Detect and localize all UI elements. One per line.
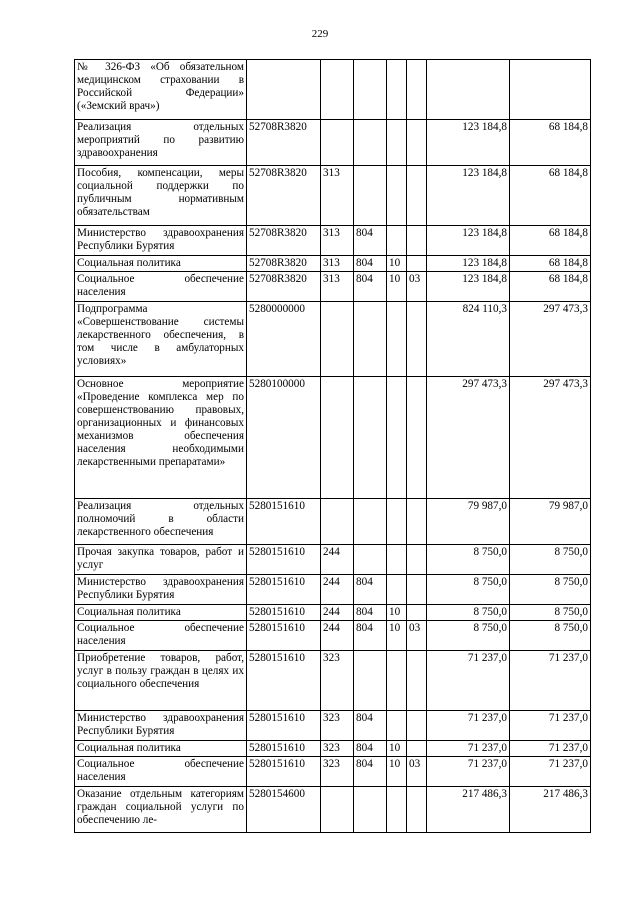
expense-type-cell: 313: [321, 166, 354, 226]
ministry-code-cell: [354, 377, 387, 499]
subsection-cell: [407, 226, 427, 256]
item-name-cell: Реализация отдельных полномочий в области лекарственного обеспечения: [75, 499, 247, 545]
subsection-cell: 03: [407, 272, 427, 302]
item-name-cell: Подпрограмма «Совершенствование системы лекарственного обеспечения, в том числе в амбулаторных условиях»: [75, 302, 247, 377]
item-name-cell: Приобретение товаров, работ, услуг в пользу граждан в целях их социального обеспечения: [75, 651, 247, 711]
subsection-cell: [407, 256, 427, 272]
amount-2-cell: 68 184,8: [510, 226, 591, 256]
ministry-code-cell: 804: [354, 621, 387, 651]
expense-type-cell: 313: [321, 256, 354, 272]
amount-2-cell: 297 473,3: [510, 377, 591, 499]
target-article-cell: 5280151610: [247, 545, 321, 575]
amount-1-cell: 8 750,0: [427, 575, 510, 605]
subsection-cell: [407, 605, 427, 621]
amount-2-cell: 79 987,0: [510, 499, 591, 545]
amount-2-cell: 68 184,8: [510, 120, 591, 166]
section-cell: 10: [387, 757, 407, 787]
section-cell: [387, 499, 407, 545]
table-row: [75, 226, 591, 256]
expense-type-cell: [321, 120, 354, 166]
item-name-cell: Прочая закупка товаров, работ и услуг: [75, 545, 247, 575]
amount-1-cell: 71 237,0: [427, 757, 510, 787]
target-article-cell: 5280151610: [247, 621, 321, 651]
expense-type-cell: 244: [321, 575, 354, 605]
target-article-cell: 5280151610: [247, 741, 321, 757]
amount-1-cell: 71 237,0: [427, 741, 510, 757]
amount-2-cell: 68 184,8: [510, 166, 591, 226]
item-name-cell: Социальное обеспечение населения: [75, 621, 247, 651]
ministry-code-cell: 804: [354, 711, 387, 741]
amount-2-cell: 8 750,0: [510, 621, 591, 651]
page-number: 229: [311, 28, 329, 40]
target-article-cell: 52708R3820: [247, 272, 321, 302]
section-cell: [387, 120, 407, 166]
ministry-code-cell: 804: [354, 226, 387, 256]
expense-type-cell: [321, 302, 354, 377]
subsection-cell: [407, 575, 427, 605]
amount-1-cell: 8 750,0: [427, 621, 510, 651]
table-row: [75, 120, 591, 166]
amount-1-cell: 297 473,3: [427, 377, 510, 499]
target-article-cell: 5280151610: [247, 499, 321, 545]
amount-2-cell: 8 750,0: [510, 605, 591, 621]
target-article-cell: 5280000000: [247, 302, 321, 377]
section-cell: [387, 226, 407, 256]
table-row: [75, 711, 591, 741]
table-row: [75, 575, 591, 605]
amount-2-cell: 71 237,0: [510, 757, 591, 787]
amount-2-cell: [510, 60, 591, 120]
item-name-cell: Социальная политика: [75, 605, 247, 621]
amount-1-cell: 8 750,0: [427, 545, 510, 575]
expense-type-cell: 323: [321, 741, 354, 757]
section-cell: [387, 377, 407, 499]
item-name-cell: Основное мероприятие «Проведение комплекса мер по совершенствованию правовых, организационных и финансовых механизмов обеспечения населения необходимыми лекарственными препаратами»: [75, 377, 247, 499]
section-cell: 10: [387, 256, 407, 272]
expense-type-cell: 323: [321, 651, 354, 711]
target-article-cell: 5280151610: [247, 605, 321, 621]
subsection-cell: [407, 60, 427, 120]
amount-2-cell: 8 750,0: [510, 575, 591, 605]
section-cell: 10: [387, 272, 407, 302]
amount-1-cell: 217 486,3: [427, 787, 510, 833]
table-row: [75, 741, 591, 757]
amount-1-cell: 79 987,0: [427, 499, 510, 545]
target-article-cell: 5280100000: [247, 377, 321, 499]
item-name-cell: Пособия, компенсации, меры социальной поддержки по публичным нормативным обязательствам: [75, 166, 247, 226]
ministry-code-cell: [354, 302, 387, 377]
table-row: [75, 651, 591, 711]
expense-type-cell: 244: [321, 605, 354, 621]
target-article-cell: 52708R3820: [247, 226, 321, 256]
section-cell: [387, 711, 407, 741]
item-name-cell: Оказание отдельным категориям граждан социальной услуги по обеспечению ле-: [75, 787, 247, 833]
amount-2-cell: 71 237,0: [510, 711, 591, 741]
target-article-cell: 5280151610: [247, 651, 321, 711]
section-cell: [387, 166, 407, 226]
expense-type-cell: 313: [321, 226, 354, 256]
target-article-cell: 5280151610: [247, 575, 321, 605]
table-row: [75, 166, 591, 226]
ministry-code-cell: [354, 651, 387, 711]
item-name-cell: Социальная политика: [75, 741, 247, 757]
ministry-code-cell: 804: [354, 272, 387, 302]
budget-table: [74, 59, 591, 833]
ministry-code-cell: 804: [354, 575, 387, 605]
amount-2-cell: 71 237,0: [510, 651, 591, 711]
amount-1-cell: 8 750,0: [427, 605, 510, 621]
table-row: [75, 302, 591, 377]
expense-type-cell: 244: [321, 545, 354, 575]
item-name-cell: Социальное обеспечение населения: [75, 272, 247, 302]
table-row: [75, 621, 591, 651]
item-name-cell: Социальная политика: [75, 256, 247, 272]
subsection-cell: [407, 302, 427, 377]
amount-1-cell: 123 184,8: [427, 226, 510, 256]
item-name-cell: № 326-ФЗ «Об обязательном медицинском страховании в Российской Федерации» («Земский врач»): [75, 60, 247, 120]
ministry-code-cell: [354, 166, 387, 226]
expense-type-cell: 244: [321, 621, 354, 651]
section-cell: [387, 575, 407, 605]
section-cell: 10: [387, 621, 407, 651]
item-name-cell: Реализация отдельных мероприятий по развитию здравоохранения: [75, 120, 247, 166]
table-row: [75, 605, 591, 621]
amount-2-cell: 8 750,0: [510, 545, 591, 575]
section-cell: [387, 302, 407, 377]
target-article-cell: 52708R3820: [247, 120, 321, 166]
table-row: [75, 787, 591, 833]
subsection-cell: [407, 120, 427, 166]
section-cell: [387, 545, 407, 575]
ministry-code-cell: [354, 499, 387, 545]
target-article-cell: 5280151610: [247, 757, 321, 787]
amount-2-cell: 68 184,8: [510, 272, 591, 302]
table-row: [75, 272, 591, 302]
section-cell: [387, 651, 407, 711]
subsection-cell: [407, 377, 427, 499]
table-row: [75, 499, 591, 545]
section-cell: 10: [387, 605, 407, 621]
amount-1-cell: 123 184,8: [427, 256, 510, 272]
section-cell: [387, 60, 407, 120]
section-cell: [387, 787, 407, 833]
target-article-cell: 5280151610: [247, 711, 321, 741]
subsection-cell: [407, 651, 427, 711]
target-article-cell: 52708R3820: [247, 166, 321, 226]
ministry-code-cell: 804: [354, 605, 387, 621]
amount-1-cell: 123 184,8: [427, 272, 510, 302]
amount-1-cell: [427, 60, 510, 120]
ministry-code-cell: [354, 120, 387, 166]
ministry-code-cell: 804: [354, 741, 387, 757]
table-row: [75, 545, 591, 575]
amount-1-cell: 824 110,3: [427, 302, 510, 377]
amount-2-cell: 68 184,8: [510, 256, 591, 272]
target-article-cell: 5280154600: [247, 787, 321, 833]
table-row: [75, 60, 591, 120]
subsection-cell: [407, 166, 427, 226]
item-name-cell: Министерство здравоохранения Республики Бурятия: [75, 226, 247, 256]
expense-type-cell: [321, 787, 354, 833]
subsection-cell: [407, 787, 427, 833]
section-cell: 10: [387, 741, 407, 757]
subsection-cell: [407, 499, 427, 545]
ministry-code-cell: 804: [354, 757, 387, 787]
amount-2-cell: 217 486,3: [510, 787, 591, 833]
subsection-cell: [407, 741, 427, 757]
subsection-cell: 03: [407, 757, 427, 787]
amount-1-cell: 71 237,0: [427, 711, 510, 741]
ministry-code-cell: [354, 60, 387, 120]
expense-type-cell: 323: [321, 757, 354, 787]
expense-type-cell: [321, 377, 354, 499]
item-name-cell: Министерство здравоохранения Республики Бурятия: [75, 711, 247, 741]
ministry-code-cell: [354, 545, 387, 575]
amount-2-cell: 71 237,0: [510, 741, 591, 757]
item-name-cell: Министерство здравоохранения Республики Бурятия: [75, 575, 247, 605]
subsection-cell: [407, 545, 427, 575]
amount-2-cell: 297 473,3: [510, 302, 591, 377]
table-row: [75, 377, 591, 499]
expense-type-cell: [321, 60, 354, 120]
subsection-cell: [407, 711, 427, 741]
target-article-cell: [247, 60, 321, 120]
table-row: [75, 757, 591, 787]
amount-1-cell: 123 184,8: [427, 120, 510, 166]
subsection-cell: 03: [407, 621, 427, 651]
amount-1-cell: 123 184,8: [427, 166, 510, 226]
ministry-code-cell: 804: [354, 256, 387, 272]
expense-type-cell: 313: [321, 272, 354, 302]
item-name-cell: Социальное обеспечение населения: [75, 757, 247, 787]
amount-1-cell: 71 237,0: [427, 651, 510, 711]
table-row: [75, 256, 591, 272]
expense-type-cell: 323: [321, 711, 354, 741]
target-article-cell: 52708R3820: [247, 256, 321, 272]
ministry-code-cell: [354, 787, 387, 833]
expense-type-cell: [321, 499, 354, 545]
